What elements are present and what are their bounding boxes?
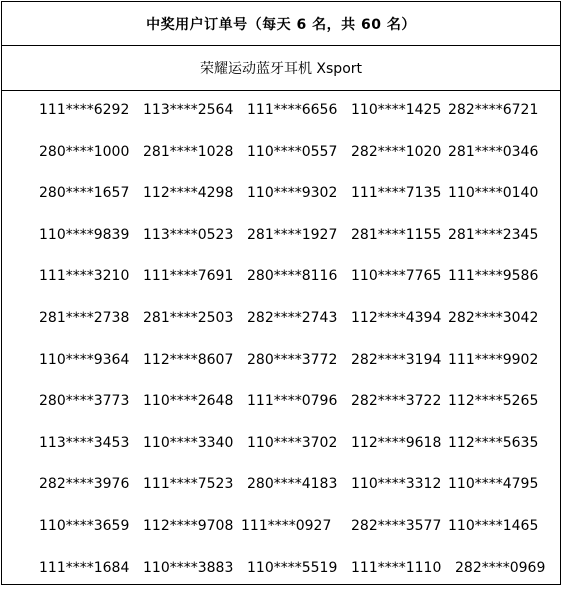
order-number: 111****1110	[351, 559, 442, 576]
order-number: 113****3453	[39, 434, 130, 451]
table-title: 中奖用户订单号（每天 6 名，共 60 名）	[2, 2, 560, 46]
order-number: 110****0557	[247, 143, 338, 160]
order-number: 110****9839	[39, 226, 130, 243]
order-number: 281****1927	[247, 226, 338, 243]
order-number: 282****6721	[448, 102, 539, 118]
order-number: 110****3702	[247, 434, 338, 451]
order-number: 112****8607	[143, 351, 234, 368]
order-number: 111****9586	[448, 268, 539, 285]
order-number: 112****5265	[448, 393, 539, 410]
order-number: 281****0346	[448, 143, 539, 160]
order-number-grid	[2, 91, 560, 585]
order-number: 282****3976	[39, 476, 130, 493]
order-number: 280****1657	[39, 185, 130, 202]
order-number: 280****4183	[247, 476, 338, 493]
order-number: 280****3772	[247, 351, 338, 368]
order-number: 282****3722	[351, 393, 442, 410]
order-number: 110****3659	[39, 518, 130, 534]
order-number: 110****3312	[351, 476, 442, 493]
order-number: 112****4298	[143, 185, 234, 202]
order-number: 110****5519	[247, 559, 338, 576]
order-number: 282****2743	[247, 310, 338, 326]
order-number: 110****3883	[143, 559, 234, 576]
order-number: 282****1020	[351, 143, 442, 160]
order-number: 111****6292	[39, 102, 130, 118]
order-number: 112****4394	[351, 310, 442, 326]
order-number: 111****7523	[143, 476, 234, 493]
order-number: 280****3773	[39, 393, 130, 410]
order-number: 110****2648	[143, 393, 234, 410]
order-number: 280****8116	[247, 268, 338, 285]
order-number: 111****0796	[247, 393, 338, 410]
order-number: 110****3340	[143, 434, 234, 451]
order-number: 110****0140	[448, 185, 539, 202]
order-number: 282****3577	[351, 518, 442, 534]
order-number: 111****3210	[39, 268, 130, 285]
order-number: 111****0927	[241, 518, 332, 534]
order-number: 282****0969	[455, 559, 546, 576]
order-number: 113****0523	[143, 226, 234, 243]
order-number: 111****7691	[143, 268, 234, 285]
order-number: 111****7135	[351, 185, 442, 202]
order-number: 282****3194	[351, 351, 442, 368]
order-number: 111****1684	[39, 559, 130, 576]
order-number: 112****9708	[143, 518, 234, 534]
order-number: 110****1425	[351, 102, 442, 118]
order-number: 111****6656	[247, 102, 338, 118]
order-number: 281****2738	[39, 310, 130, 326]
product-name: 荣耀运动蓝牙耳机 Xsport	[2, 46, 560, 91]
order-number: 113****2564	[143, 102, 234, 118]
order-number: 110****7765	[351, 268, 442, 285]
order-number: 110****9302	[247, 185, 338, 202]
order-number: 110****4795	[448, 476, 539, 493]
order-number: 281****1155	[351, 226, 442, 243]
order-number: 112****9618	[351, 434, 442, 451]
winners-table	[1, 1, 561, 585]
order-number: 111****9902	[448, 351, 539, 368]
order-number: 281****2345	[448, 226, 539, 243]
order-number: 280****1000	[39, 143, 130, 160]
order-number: 281****1028	[143, 143, 234, 160]
order-number: 110****1465	[448, 518, 539, 534]
order-number: 281****2503	[143, 310, 234, 326]
order-number: 112****5635	[448, 434, 539, 451]
order-number: 110****9364	[39, 351, 130, 368]
order-number: 282****3042	[448, 310, 539, 326]
